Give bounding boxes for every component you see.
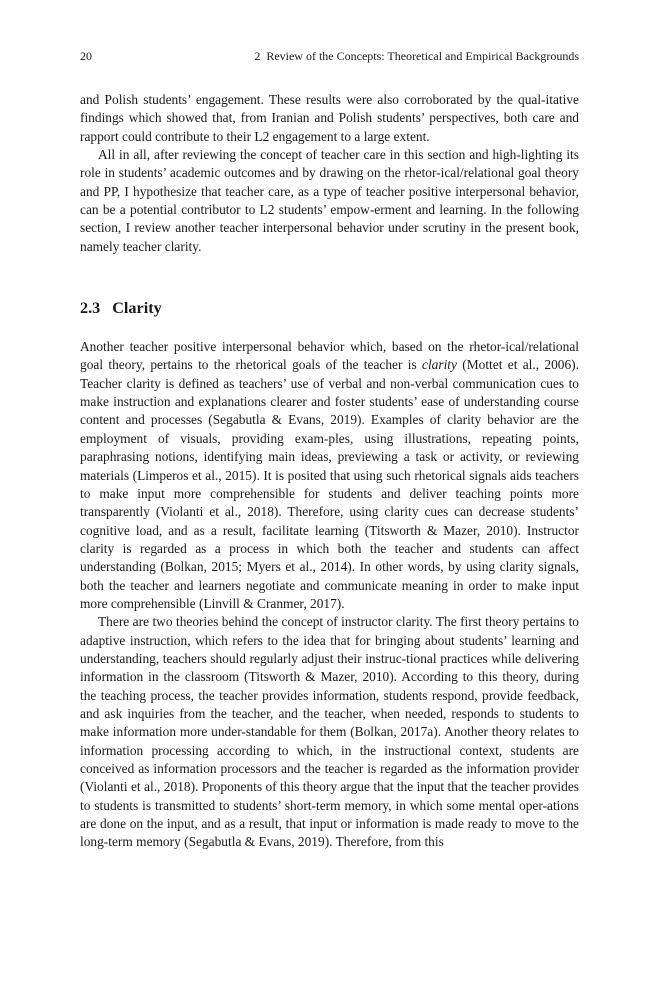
paragraph-clarity-theories: There are two theories behind the concept of instructor clarity. The first theory pertains to adaptive instruction, which refers to the idea that for bringing about students’ learning and understanding, teachers should regularly adjust their instruc-tional practices while delivering information in the classroom (Titsworth & Mazer, 2010). According to this theory, during the teaching process, the teacher provides information, students respond, provide feedback, and ask inquiries from the teacher, and the teacher, when needed, responds to students to make information more under-standable for them (Bolkan, 2017a). Another theory relates to information processing according to which, in the instructional context, students are conceived as information processors and the teacher is regarded as the information provider (Violanti et al., 2018). Proponents of this theory argue that the input that the teacher provides to students is transmitted to students’ short-term memory, in which some mental oper-ations are done on the input, and as a result, that input or information is made ready to move to the long-term memory (Segabutla & Evans, 2019). Therefore, from this <box>80 614 579 850</box>
paragraph-continuation: and Polish students’ engagement. These results were also corroborated by the qual-itative findings which showed that, from Iranian and Polish students’ perspectives, both care and rapport could contribute to their L2 engagement to a large extent. <box>80 92 579 144</box>
section-heading <box>80 298 579 318</box>
clarity-term: clarity <box>422 357 457 373</box>
running-head <box>80 48 579 64</box>
clarity-text-rest: (Mottet et al., 2006). Teacher clarity is defined as teachers’ use of verbal and non-verbal communication cues to make instruction and explanations clearer and foster students’ ease of understanding course content and processes (Segabutla & Evans, 2019). Examples of clarity behavior are the employment of visuals, providing exam-ples, using illustrations, repeating points, paraphrasing notions, identifying main ideas, previewing a task or activity, or reviewing materials (Limperos et al., 2015). It is posited that using such rhetorical signals aids teachers to make input more comprehensible for students and deliver teaching points more transparently (Violanti et al., 2018). Therefore, using clarity cues can decrease students’ cognitive load, and as a result, facilitate learning (Titsworth & Mazer, 2010). Instructor clarity is regarded as a process in which both the teacher and students can affect understanding (Bolkan, 2015; Myers et al., 2014). In other words, by using clarity signals, both the teacher and learners negotiate and communicate meaning in order to make input more comprehensible (Linvill & Cranmer, 2017). <box>80 357 579 611</box>
paragraph-clarity-definition <box>80 338 579 613</box>
clarity-text-start: Another teacher positive interpersonal behavior which, based on the rhetor-ical/relational goal theory, pertains to the rhetorical goals of the teacher is <box>80 339 579 373</box>
paragraph-teacher-care-summary: All in all, after reviewing the concept of teacher care in this section and high-lighting its role in students’ academic outcomes and by drawing on the rhetor-ical/relational goal theory and PP, I hypothesize that teacher care, as a type of teacher positive interpersonal behavior, can be a potential contributor to L2 students’ empow-erment and learning. In the following section, I review another teacher interpersonal behavior under scrutiny in the present book, namely teacher clarity. <box>80 147 579 254</box>
chapter-title: Review of the Concepts: Theoretical and Empirical Backgrounds <box>266 49 579 63</box>
chapter-header <box>254 48 579 64</box>
book-page <box>80 48 579 852</box>
section-title: Clarity <box>112 299 162 318</box>
chapter-number: 2 <box>254 49 261 63</box>
page-number: 20 <box>80 49 92 63</box>
section-number: 2.3 <box>80 299 101 318</box>
